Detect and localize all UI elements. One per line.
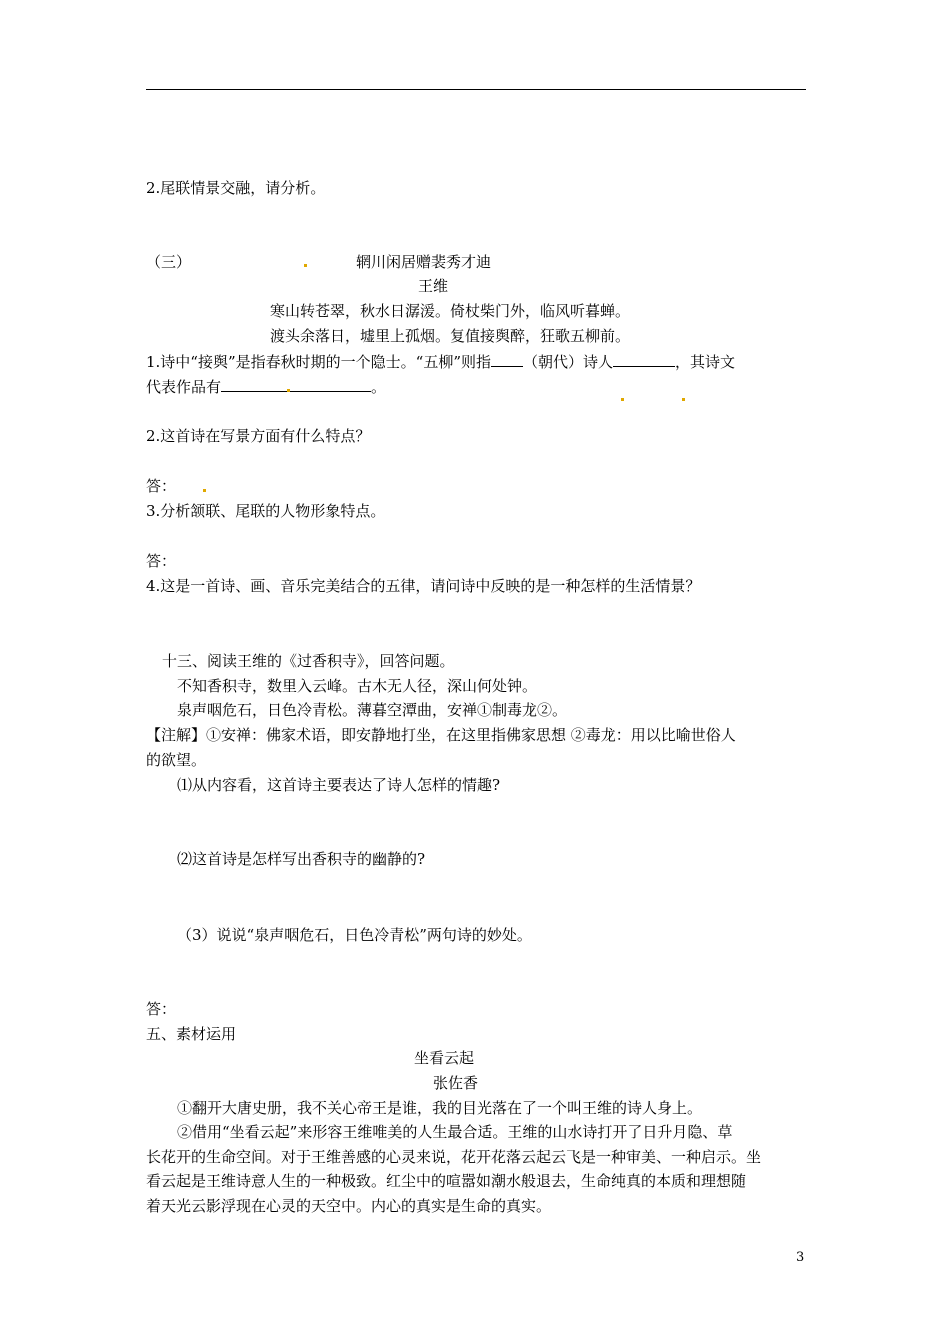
essay-author: 张佐香	[433, 1074, 479, 1092]
annotation-line-1: 【注解】①安禅：佛家术语，即安静地打坐，在这里指佛家思想 ②毒龙：用以比喻世俗人	[146, 726, 736, 744]
highlight-dot	[682, 398, 685, 401]
poem2-line-1: 不知香积寺，数里入云峰。古木无人径，深山何处钟。	[177, 677, 538, 695]
answer-label-3: 答：	[146, 1000, 177, 1018]
poem-author: 王维	[418, 277, 449, 295]
section-3-label: （三）	[146, 253, 192, 271]
question-3: 3.分析颔联、尾联的人物形象特点。	[146, 502, 386, 520]
answer-label-1: 答：	[146, 477, 177, 495]
annotation-line-2: 的欲望。	[146, 751, 207, 769]
poem-line-2: 渡头余落日，墟里上孤烟。复值接舆醉，狂歌五柳前。	[270, 327, 631, 345]
essay-paragraph-2-line-4: 着天光云影浮现在心灵的天空中。内心的真实是生命的真实。	[146, 1197, 552, 1215]
question-b: ⑵这首诗是怎样写出香积寺的幽静的?	[177, 850, 426, 868]
poem-line-1: 寒山转苍翠，秋水日潺湲。倚杖柴门外，临风听暮蝉。	[270, 302, 631, 320]
essay-paragraph-1: ①翻开大唐史册，我不关心帝王是谁，我的目光落在了一个叫王维的诗人身上。	[177, 1099, 703, 1117]
question-4: 4.这是一首诗、画、音乐完美结合的五律，请问诗中反映的是一种怎样的生活情景？	[146, 577, 701, 595]
highlight-dot	[621, 398, 624, 401]
highlight-dot	[287, 389, 290, 392]
essay-paragraph-2-line-2: 长花开的生命空间。对于王维善感的心灵来说，花开花落云起云飞是一种审美、一种启示。坐	[146, 1148, 762, 1166]
section-13-heading: 十三、阅读王维的《过香积寺》，回答问题。	[162, 652, 455, 670]
blank-poet[interactable]	[613, 352, 675, 367]
question-1-part3: ，其诗文	[675, 353, 736, 371]
essay-paragraph-2-line-1: ②借用“坐看云起”来形容王维唯美的人生最合适。王维的山水诗打开了日升月隐、草	[177, 1123, 733, 1141]
essay-title: 坐看云起	[414, 1049, 475, 1067]
question-a: ⑴从内容看，这首诗主要表达了诗人怎样的情趣?	[177, 776, 501, 794]
essay-paragraph-2-line-3: 看云起是王维诗意人生的一种极致。红尘中的喧嚣如潮水般退去，生命纯真的本质和理想随	[146, 1172, 747, 1190]
question-2: 2.这首诗在写景方面有什么特点？	[146, 427, 371, 445]
question-c: （3）说说“泉声咽危石，日色冷青松”两句诗的妙处。	[177, 926, 532, 944]
question-1	[146, 352, 735, 372]
blank-works[interactable]	[221, 377, 371, 392]
question-1-part1: 1.诗中“接舆”是指春秋时期的一个隐士。“五柳”则指	[146, 353, 491, 371]
blank-dynasty[interactable]	[491, 352, 523, 367]
question-1-line2	[146, 377, 386, 397]
poem2-line-2: 泉声咽危石，日色冷青松。薄暮空潭曲，安禅①制毒龙②。	[177, 701, 568, 719]
question-1-line2-start: 代表作品有	[146, 378, 222, 396]
question-1-part2: （朝代）诗人	[523, 353, 614, 371]
answer-label-2: 答：	[146, 552, 177, 570]
question-2-tail: 2.尾联情景交融，请分析。	[146, 179, 326, 197]
poem-title: 辋川闲居赠裴秀才迪	[356, 253, 492, 271]
highlight-dot	[304, 264, 307, 267]
page-number: 3	[796, 1250, 805, 1265]
header-rule	[146, 89, 806, 90]
question-1-line2-end: 。	[371, 378, 387, 396]
highlight-dot	[203, 489, 206, 492]
section-5-heading: 五、素材运用	[146, 1025, 237, 1043]
